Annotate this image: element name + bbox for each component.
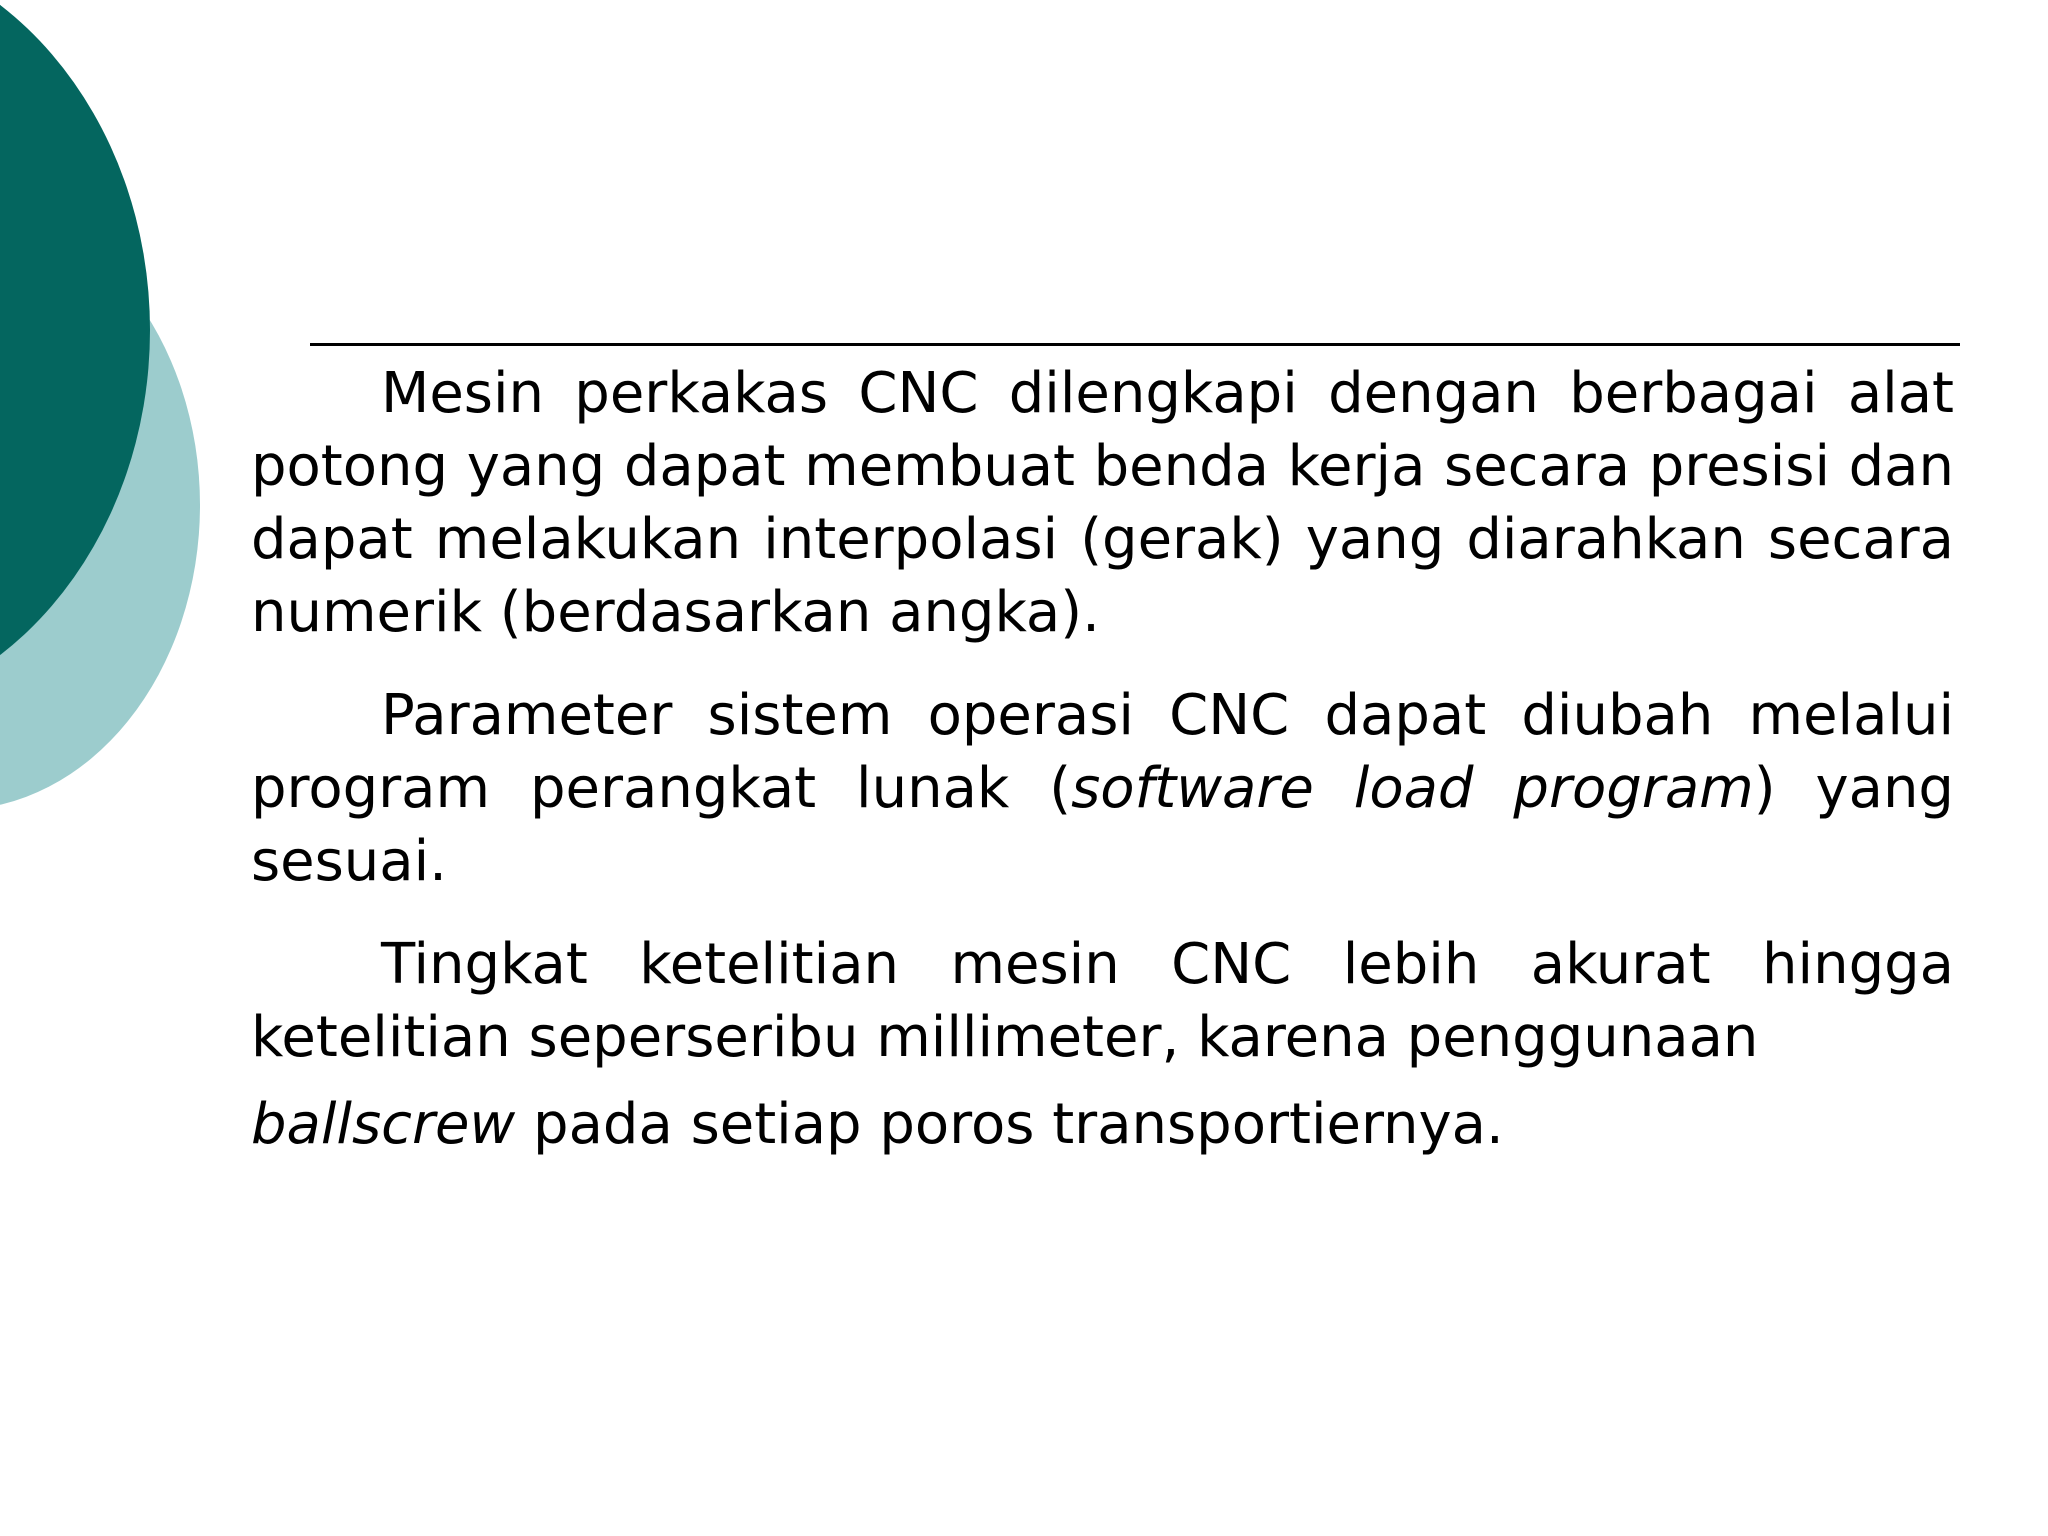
paragraph-cnc-parameters xyxy=(251,679,1954,898)
slide-body xyxy=(251,357,1954,1161)
paragraph-cnc-precision-line-1: Tingkat ketelitian mesin CNC lebih akurat hingga xyxy=(381,932,1954,997)
paragraph-cnc-tools xyxy=(251,357,1954,649)
paragraph-cnc-tools-text: Mesin perkakas CNC dilengkapi dengan berbagai alat potong yang dapat membuat benda kerja secara presisi dan dapat melakukan interpolasi (gerak) yang diarahkan secara numerik (berdasarkan angka). xyxy=(251,361,1954,645)
paragraph-cnc-precision-line-3 xyxy=(251,1088,1954,1161)
paragraph-cnc-precision-line-2: ketelitian seperseribu millimeter, karena penggunaan xyxy=(251,1005,1759,1070)
horizontal-rule xyxy=(310,343,1960,346)
paragraph-cnc-parameters-italic: software load program xyxy=(1071,756,1754,821)
paragraph-cnc-precision-italic: ballscrew xyxy=(251,1092,516,1157)
paragraph-cnc-parameters-tail: ) yang sesuai. xyxy=(251,756,1954,894)
paragraph-cnc-parameters-text: Parameter sistem operasi CNC dapat diubah melalui program perangkat lunak ( xyxy=(251,683,1954,821)
paragraph-cnc-precision xyxy=(251,928,1954,1161)
paragraph-cnc-precision-tail: pada setiap poros transportiernya. xyxy=(515,1092,1504,1157)
